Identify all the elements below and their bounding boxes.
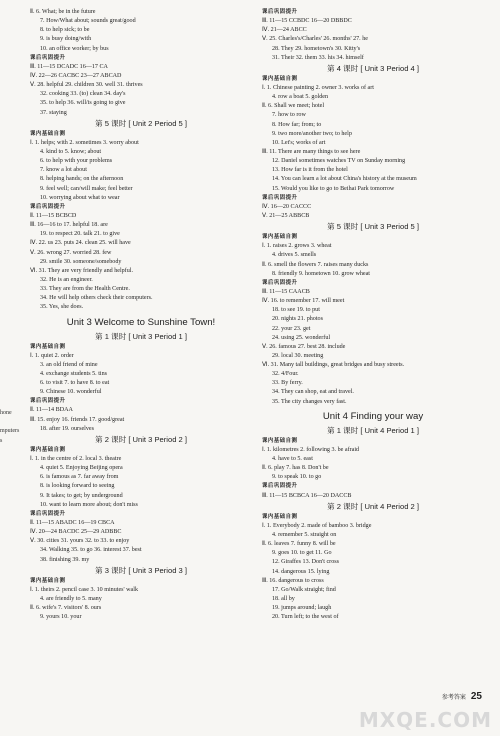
answer-line: 8. How far; from; to: [272, 121, 322, 128]
answer-line: Ⅳ. 20—24 BACDC 25—29 ADBBC: [30, 529, 122, 536]
answer-line: 4. row a boat 5. golden: [272, 94, 329, 101]
answer-line: 19. to respect 20. talk 21. to give: [40, 231, 120, 238]
answer-line: 15. Would you like to go to Beihai Park tomorrow: [272, 185, 395, 192]
answer-line: 28. They 29. hometown's 30. Kitty's: [272, 45, 361, 52]
answer-line: 9. is busy doing/with: [40, 36, 92, 43]
page-number: 25: [470, 691, 482, 702]
answer-line: 34. He will help others check their computers.: [40, 295, 153, 302]
answer-line: 9. feel well; can/will make; feel better: [40, 185, 133, 192]
edge-fragment-3: s: [0, 438, 3, 444]
answer-line: 18. to see 19. to put: [272, 307, 320, 314]
answer-line: Ⅱ. 11—15 ABADC 16—19 CBCA: [30, 520, 115, 527]
section-heading: 课后巩固提升: [30, 54, 66, 61]
answer-line: Ⅱ. 11—15 BCBCD: [30, 212, 77, 219]
answer-line: Ⅳ. 22—26 CACBC 23—27 ABCAD: [30, 72, 122, 79]
period-heading: 第 3 课时 [ Unit 3 Period 3 ]: [94, 565, 187, 575]
answer-line: 6. to help with your problems: [40, 158, 113, 165]
section-heading: 课后巩固提升: [30, 203, 66, 210]
answer-line: 17. Go/Walk straight; find: [272, 586, 336, 593]
answer-line: 24. using 25. wonderful: [272, 334, 331, 341]
answer-line: 19. jumps around; laugh: [272, 605, 332, 612]
answer-line: 4. exchange students 5. tins: [40, 370, 108, 377]
answer-line: 22. your 23. get: [272, 325, 311, 332]
answer-line: 8. friendly 9. hometown 10. grow wheat: [272, 270, 370, 277]
answer-line: Ⅲ. 15. enjoy 16. friends 17. good/great: [30, 416, 125, 423]
edge-fragment-2: mputers: [0, 428, 20, 434]
answer-line: 29. smile 30. someone/somebody: [40, 258, 122, 265]
answer-line: 35. The city changes very fast.: [272, 398, 347, 405]
answer-line: 31. Their 32. them 33. his 34. himself: [272, 54, 364, 61]
period-heading: 第 2 课时 [ Unit 4 Period 2 ]: [326, 501, 419, 511]
answer-line: 37. staying: [40, 109, 67, 116]
answer-line: Ⅰ. 1. in the centre of 2. local 3. theatre: [30, 456, 122, 463]
answer-line: 34. They can shop, eat and travel.: [272, 389, 354, 396]
section-heading: 课内基础自测: [30, 130, 66, 137]
answer-line: Ⅴ. 26. wrong 27. worried 28. few: [30, 249, 112, 256]
section-heading: 课内基础自测: [30, 446, 66, 453]
answer-line: Ⅳ. 22. us 23. puts 24. clean 25. will have: [30, 240, 131, 247]
page-footer: [442, 691, 482, 702]
answer-line: 32. He is an engineer.: [40, 276, 93, 283]
answer-line: Ⅴ. 30. cities 31. yours 32. to 33. to enjoy: [30, 538, 130, 545]
answer-line: 10. worrying about what to wear: [40, 194, 120, 201]
answer-line: 9. two more/another two; to help: [272, 130, 352, 137]
section-heading: 课后巩固提升: [262, 194, 298, 201]
period-heading: 第 1 课时 [ Unit 4 Period 1 ]: [326, 425, 419, 435]
answer-line: 6. is famous as 7. far away from: [40, 474, 119, 481]
answer-line: 32. cooking 33. (to) clean 34. day's: [40, 91, 126, 98]
unit-heading: Unit 4 Finding your way: [322, 410, 424, 422]
answer-line: 13. How far is it from the hotel: [272, 167, 348, 174]
answer-line: Ⅲ. 11—15 BCBCA 16—20 DACCB: [262, 492, 352, 499]
answer-line: Ⅲ. 11. There are many things to see here: [262, 148, 361, 155]
answer-line: Ⅱ. 11—14 BDAA: [30, 407, 73, 414]
answer-line: 9. It takes; to get; by underground: [40, 492, 123, 499]
section-heading: 课后巩固提升: [30, 510, 66, 517]
answer-line: Ⅵ. 31. Many tall buildings, great bridges and busy streets.: [262, 362, 405, 369]
answer-line: Ⅱ. 6. leaves 7. funny 8. will be: [262, 541, 336, 548]
answer-line: 3. an old friend of mine: [40, 361, 98, 368]
answer-line: 12. Giraffes 13. Don't cross: [272, 559, 339, 566]
answer-line: Ⅰ. 1. quiet 2. order: [30, 352, 74, 359]
answer-line: Ⅳ. 21—24 ABCC: [262, 27, 307, 34]
edge-fragment-1: hone: [0, 410, 12, 416]
answer-line: 35. to help 36. will/is going to give: [40, 100, 126, 107]
section-heading: 课后巩固提升: [262, 483, 298, 490]
answer-line: 4. quiet 5. Enjoying Beijing opera: [40, 465, 123, 472]
answer-line: Ⅴ. 25. Charles's/Charles' 26. months' 27. he: [262, 36, 368, 43]
answer-line: 33. By ferry.: [272, 380, 303, 387]
answer-line: Ⅴ. 21—25 ABBCB: [262, 212, 310, 219]
answer-column-right: [262, 8, 484, 622]
answer-line: Ⅰ. 1. theirs 2. pencil case 3. 10 minutes' walk: [30, 586, 138, 593]
answer-line: Ⅲ. 11—15 DCADC 16—17 CA: [30, 63, 108, 70]
answer-line: 8. is looking forward to seeing: [40, 483, 115, 490]
section-heading: 课内基础自测: [30, 343, 66, 350]
answer-line: Ⅲ. 16. dangerous to cross: [262, 577, 324, 584]
answer-line: Ⅰ. 1. raises 2. grows 3. wheat: [262, 243, 332, 250]
answer-line: Ⅳ. 16—20 CACCC: [262, 203, 312, 210]
answer-line: Ⅰ. 1. Chinese painting 2. owner 3. works of art: [262, 84, 374, 91]
section-heading: 课内基础自测: [262, 437, 298, 444]
watermark: MXQE.COM: [358, 708, 492, 732]
answer-line: 9. yours 10. your: [40, 614, 82, 621]
section-heading: 课后巩固提升: [30, 398, 66, 405]
answer-line: 7. how to row: [272, 112, 306, 119]
section-heading: 课内基础自测: [262, 75, 298, 82]
answer-line: 9. goes 10. to get 11. Go: [272, 550, 332, 557]
answer-line: 14. dangerous 15. lying: [272, 568, 330, 575]
period-heading: 第 2 课时 [ Unit 3 Period 2 ]: [94, 434, 187, 444]
answer-line: Ⅱ. 6. wife's 7. visitors' 8. ours: [30, 605, 102, 612]
answer-line: 9. to speak 10. to go: [272, 474, 322, 481]
answer-line: 7. How/What about; sounds great/good: [40, 18, 136, 25]
section-heading: 课内基础自测: [262, 234, 298, 241]
answer-line: Ⅴ. 26. famous 27. best 28. include: [262, 343, 346, 350]
answer-line: 32. 4/Four.: [272, 371, 299, 378]
answer-line: Ⅲ. 11—15 CCBDC 16—20 DBBDC: [262, 18, 352, 25]
answer-line: 29. local 30. meeting: [272, 352, 324, 359]
answer-line: Ⅲ. 16—16 to 17. helpful 18. are: [30, 222, 108, 229]
answer-line: 10. want to learn more about; don't miss: [40, 501, 138, 508]
answer-line: Ⅱ. 6. play 7. has 8. Don't be: [262, 465, 329, 472]
answer-line: 8. to help sick; to be: [40, 27, 90, 34]
answer-line: Ⅲ. 11—15 CAACB: [262, 288, 310, 295]
answer-line: Ⅴ. 28. helpful 29. children 30. well 31. thrives: [30, 82, 143, 89]
answer-line: 20. nights 21. photos: [272, 316, 323, 323]
unit-heading: Unit 3 Welcome to Sunshine Town!: [66, 316, 216, 328]
answer-line: 10. Let's; works of art: [272, 139, 326, 146]
period-heading: 第 5 课时 [ Unit 2 Period 5 ]: [94, 118, 187, 128]
answer-line: 20. Turn left; to the west of: [272, 614, 339, 621]
answer-line: 14. You can learn a lot about China's history at the museum: [272, 176, 417, 183]
period-heading: 第 5 课时 [ Unit 3 Period 5 ]: [326, 222, 419, 232]
answer-line: 35. Yes, she does.: [40, 304, 84, 311]
answer-line: Ⅵ. 31. They are very friendly and helpful.: [30, 267, 133, 274]
answer-line: 38. finishing 39. my: [40, 556, 90, 563]
answer-line: 4. kind to 5. know; about: [40, 148, 102, 155]
answer-line: 18. all by: [272, 596, 295, 603]
period-heading: 第 1 课时 [ Unit 3 Period 1 ]: [94, 331, 187, 341]
answer-line: Ⅰ. 1. helps; with 2. sometimes 3. worry about: [30, 139, 139, 146]
answer-line: 7. know a lot about: [40, 167, 87, 174]
answer-line: Ⅰ. 1. Everybody 2. made of bamboo 3. bridge: [262, 522, 372, 529]
answer-line: 8. helping hands; on the afternoon: [40, 176, 124, 183]
answer-line: Ⅱ. 6. What; be in the future: [30, 9, 96, 15]
answer-line: 34. Walking 35. to go 36. interest 37. best: [40, 547, 142, 554]
answer-line: 4. drives 5. smells: [272, 252, 317, 259]
answer-line: 6. to visit 7. to have 8. to eat: [40, 380, 110, 387]
answer-line: Ⅱ. 6. Shall we meet; hotel: [262, 103, 325, 110]
answer-line: 12. Daniel sometimes watches TV on Sunday morning: [272, 158, 406, 165]
section-heading: 课内基础自测: [30, 577, 66, 584]
answer-line: 9. Chinese 10. wonderful: [40, 389, 102, 396]
footer-label: 参考答案: [441, 695, 466, 701]
answer-line: 4. have to 5. east: [272, 456, 313, 463]
answer-line: Ⅳ. 16. to remember 17. will meet: [262, 298, 345, 305]
answer-line: 33. They are from the Health Centre.: [40, 286, 130, 293]
section-heading: 课后巩固提升: [262, 279, 298, 286]
answer-column-left: [30, 8, 252, 622]
answer-line: Ⅱ. 6. smell the flowers 7. raises many ducks: [262, 261, 369, 268]
answer-line: 10. an office worker; by bus: [40, 45, 109, 52]
answer-line: 4. remember 5. straight on: [272, 532, 337, 539]
answer-line: 18. after 19. ourselves: [40, 425, 94, 432]
section-heading: 课内基础自测: [262, 513, 298, 520]
period-heading: 第 4 课时 [ Unit 3 Period 4 ]: [326, 63, 419, 73]
answer-line: Ⅰ. 1. kilometres 2. following 3. be afraid: [262, 446, 360, 453]
answer-line: 4. are friendly to 5. many: [40, 596, 102, 603]
section-heading: 课后巩固提升: [262, 9, 298, 15]
